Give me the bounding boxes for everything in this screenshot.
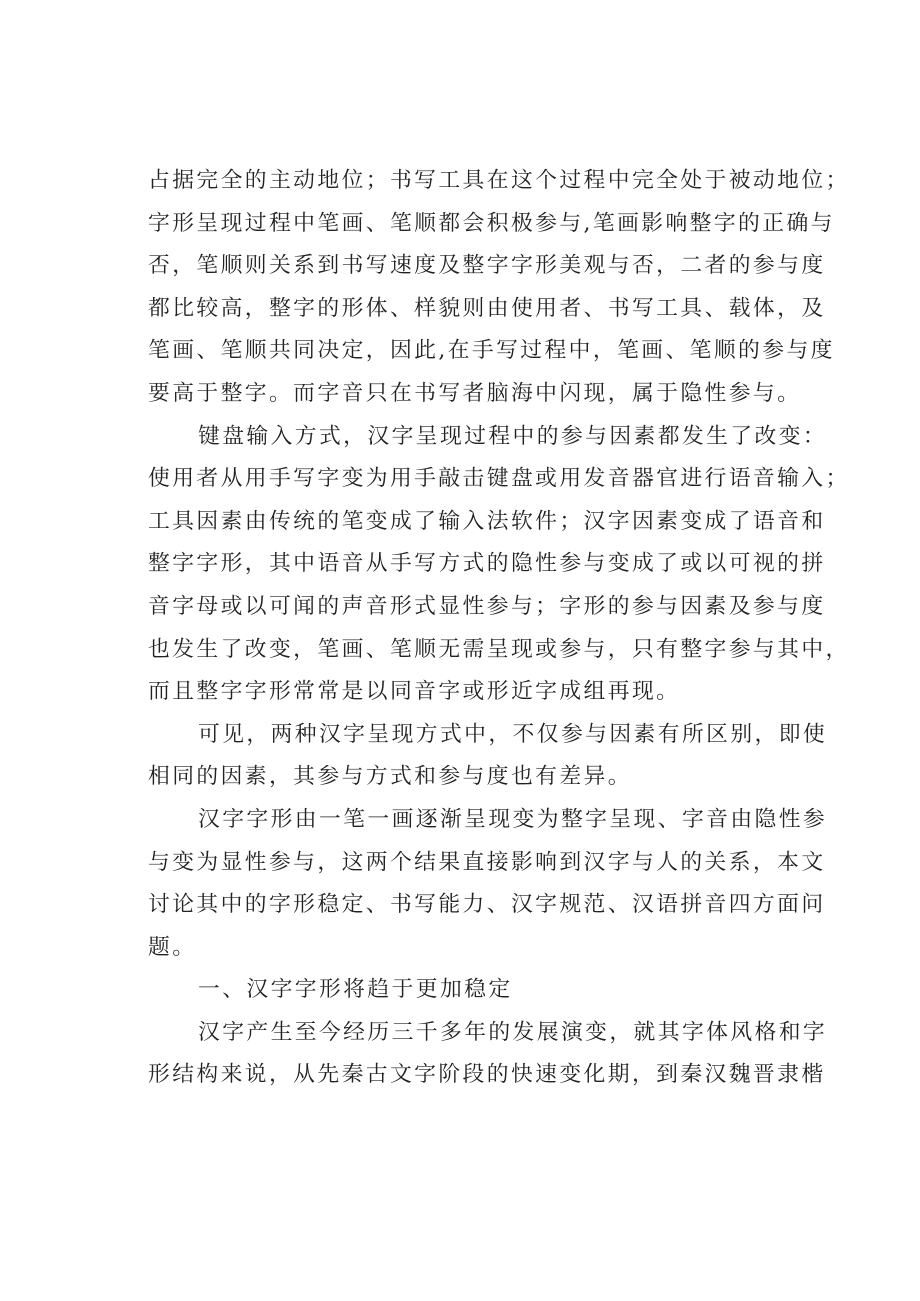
section-heading: 一、汉字字形将趋于更加稳定: [198, 977, 513, 1003]
document-body: [148, 160, 850, 1097]
text-line: 要高于整字。而字音只在书写者脑海中闪现，属于隐性参与。: [148, 380, 802, 406]
text-line: 音字母或以可闻的声音形式显性参与；字形的参与因素及参与度: [148, 593, 826, 619]
text-line: 占据完全的主动地位；书写工具在这个过程中完全处于被动地位；: [148, 168, 850, 193]
text-line: 字形呈现过程中笔画、笔顺都会积极参与,笔画影响整字的正确与: [148, 210, 835, 236]
text-line: 形结构来说，从先秦古文字阶段的快速变化期，到秦汉魏晋隶楷: [148, 1062, 826, 1088]
text-line: 整字字形，其中语音从手写方式的隐性参与变成了或以可视的拼: [148, 551, 826, 577]
paragraph-start-line: 键盘输入方式，汉字呈现过程中的参与因素都发生了改变：: [198, 423, 828, 449]
text-line: 工具因素由传统的笔变成了输入法软件；汉字因素变成了语音和: [148, 508, 826, 534]
text-line: 也发生了改变，笔画、笔顺无需呈现或参与，只有整字参与其中，: [148, 636, 850, 662]
text-line: 笔画、笔顺共同决定，因此,在手写过程中，笔画、笔顺的参与度: [148, 338, 835, 364]
paragraph-start-line: 汉字产生至今经历三千多年的发展演变，就其字体风格和字: [198, 1019, 828, 1045]
paragraph-start-line: 可见，两种汉字呈现方式中，不仅参与因素有所区别，即使: [198, 721, 828, 747]
text-line: 讨论其中的字形稳定、书写能力、汉字规范、汉语拼音四方面问: [148, 892, 826, 918]
text-line: 而且整字字形常常是以同音字或形近字成组再现。: [148, 679, 681, 705]
text-line: 相同的因素，其参与方式和参与度也有差异。: [148, 764, 632, 790]
text-line: 都比较高，整字的形体、样貌则由使用者、书写工具、载体，及: [148, 295, 826, 321]
text-line: 使用者从用手写字变为用手敲击键盘或用发音器官进行语音输入；: [148, 466, 850, 492]
text-line: 题。: [148, 934, 197, 960]
paragraph-start-line: 汉字字形由一笔一画逐渐呈现变为整字呈现、字音由隐性参: [198, 806, 828, 832]
text-line: 与变为显性参与，这两个结果直接影响到汉字与人的关系，本文: [148, 849, 826, 875]
text-line: 否，笔顺则关系到书写速度及整字字形美观与否，二者的参与度: [148, 253, 826, 279]
